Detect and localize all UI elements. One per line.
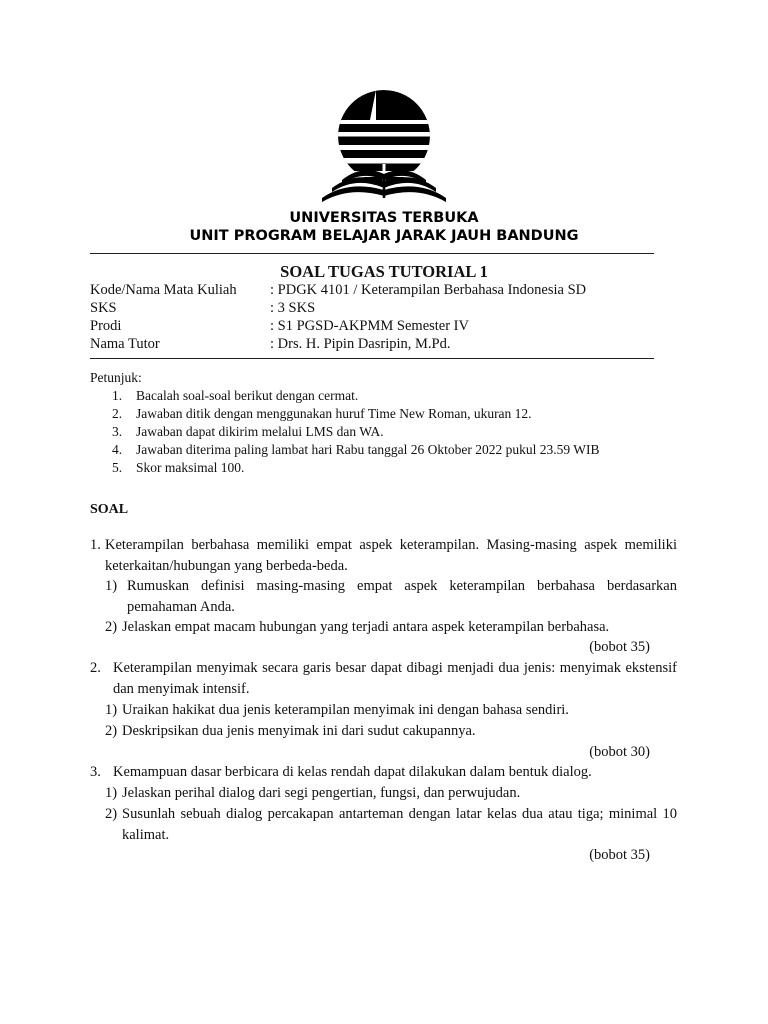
header-divider — [90, 253, 654, 254]
instruction-text: Jawaban diterima paling lambat hari Rabu tanggal 26 Oktober 2022 pukul 23.59 WIB — [136, 442, 600, 457]
info-divider — [90, 358, 654, 359]
instructions-heading: Petunjuk: — [90, 370, 142, 385]
sub-question-text: Uraikan hakikat dua jenis keterampilan menyimak ini dengan bahasa sendiri. — [122, 702, 569, 718]
sub-question-number: 1) — [105, 785, 118, 801]
info-value: : S1 PGSD-AKPMM Semester IV — [270, 318, 469, 334]
instruction-number: 2. — [112, 406, 123, 421]
instruction-item — [90, 441, 600, 459]
info-label: Kode/Nama Mata Kuliah — [90, 282, 237, 298]
question-text: Keterampilan berbahasa memiliki empat aspek keterampilan. Masing-masing aspek memiliki keterkaitan/hubungan yang berbeda-beda. — [105, 537, 677, 574]
info-value: : PDGK 4101 / Keterampilan Berbahasa Indonesia SD — [270, 282, 587, 298]
question-number: 3. — [90, 764, 101, 780]
question-text: Kemampuan dasar berbicara di kelas rendah dapat dilakukan dalam bentuk dialog. — [113, 764, 592, 780]
questions-heading: SOAL — [90, 502, 129, 517]
instruction-item — [90, 405, 532, 423]
instruction-item — [90, 459, 245, 477]
question-number: 1. — [90, 537, 101, 553]
document-title: SOAL TUGAS TUTORIAL 1 — [280, 262, 488, 281]
info-value: : Drs. H. Pipin Dasripin, M.Pd. — [270, 336, 451, 352]
question-text: Keterampilan menyimak secara garis besar dapat dibagi menjadi dua jenis: menyimak ekstensif dan menyimak intensif. — [113, 660, 677, 697]
question-weight: (bobot 35) — [589, 639, 650, 655]
sub-question-number: 1) — [105, 702, 118, 718]
instruction-text: Skor maksimal 100. — [136, 460, 245, 475]
sub-question-text: Rumuskan definisi masing-masing empat aspek keterampilan berbahasa berdasarkan pemahaman Anda. — [127, 578, 677, 615]
sub-question-number: 2) — [105, 806, 118, 822]
university-logo-icon — [318, 90, 450, 204]
instruction-number: 4. — [112, 442, 123, 457]
instruction-text: Bacalah soal-soal berikut dengan cermat. — [136, 388, 359, 403]
info-label: Prodi — [90, 318, 122, 334]
sub-question-text: Jelaskan perihal dialog dari segi pengertian, fungsi, dan perwujudan. — [122, 785, 521, 801]
instruction-text: Jawaban ditik dengan menggunakan huruf Time New Roman, ukuran 12. — [136, 406, 532, 421]
info-value: : 3 SKS — [270, 300, 316, 316]
institution-name: UNIVERSITAS TERBUKA — [289, 210, 479, 226]
sub-question-text: Jelaskan empat macam hubungan yang terjadi antara aspek keterampilan berbahasa. — [122, 619, 610, 635]
instruction-number: 1. — [112, 388, 123, 403]
question-weight: (bobot 30) — [589, 744, 650, 760]
sub-question-text: Susunlah sebuah dialog percakapan antarteman dengan latar kelas dua atau tiga; minimal 10 kalimat. — [122, 806, 677, 843]
sub-question-text: Deskripsikan dua jenis menyimak ini dari sudut cakupannya. — [122, 723, 476, 739]
instruction-number: 5. — [112, 460, 123, 475]
sub-question-number: 1) — [105, 578, 118, 594]
sub-question-number: 2) — [105, 619, 118, 635]
instruction-number: 3. — [112, 424, 123, 439]
info-label: Nama Tutor — [90, 336, 160, 352]
sub-question-number: 2) — [105, 723, 118, 739]
instruction-item — [90, 423, 384, 441]
instructions — [90, 369, 600, 477]
info-label: SKS — [90, 300, 117, 316]
instruction-text: Jawaban dapat dikirim melalui LMS dan WA. — [136, 424, 384, 439]
question-number: 2. — [90, 660, 101, 676]
instruction-item — [90, 387, 359, 405]
question-weight: (bobot 35) — [589, 847, 650, 863]
unit-name: UNIT PROGRAM BELAJAR JARAK JAUH BANDUNG — [189, 228, 579, 244]
